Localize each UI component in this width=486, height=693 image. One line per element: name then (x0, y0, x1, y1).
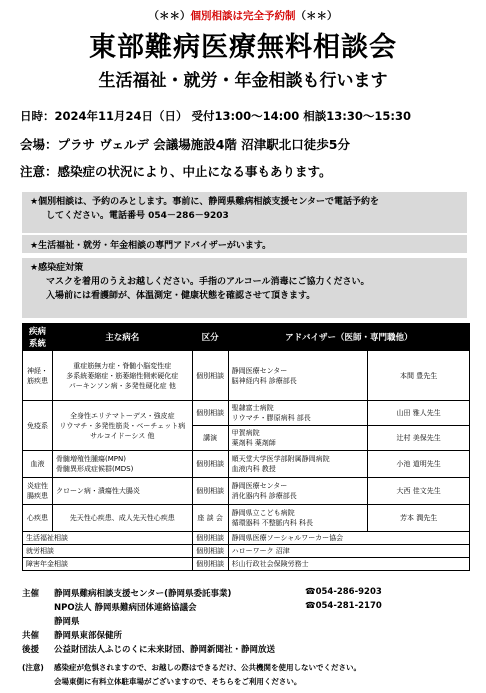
note-infection-heading: ★感染症対策 (30, 263, 84, 273)
cell-kubun: 個別相談 (192, 451, 228, 478)
cell-category: 免疫系 (23, 401, 53, 451)
cell-organization: 静岡医療センター 消化器内科 診療部長 (228, 478, 368, 505)
host1-tel: ☎054-286-9203 (305, 587, 382, 597)
cell-organization: 静岡県立こども病院 循環器科 不整脈内科 科長 (228, 505, 368, 532)
notice-text: 個別相談は完全予約制 (190, 10, 296, 22)
note-infection-line1: マスクを着用のうえお越しください。手指のアルコール消毒にご協力ください。 (46, 276, 370, 287)
cell-doctor: 小池 道明先生 (368, 451, 470, 478)
cell-doctor: 本間 豊先生 (368, 351, 470, 401)
caution-line2 (22, 676, 301, 687)
event-venue: 会場：プラサ ヴェルデ 会議場施設4階 沼津駅北口徒歩5分 (20, 137, 350, 152)
cell-category: 炎症性 腸疾患 (23, 478, 53, 505)
header-disease: 主な病名 (52, 324, 192, 351)
note-advisor: ★生活福祉・就労・年金相談の専門アドバイザーがいます。 (22, 233, 467, 253)
note-reservation-line2: してください。電話番号 054－286－9203 (46, 210, 229, 221)
cell-kubun: 個別相談 (192, 532, 228, 545)
cell-disease: 重症筋無力症・脊髄小脳変性症 多系統萎縮症・筋萎縮性側索硬化症 パーキンソン病・多発性硬化症 他 (52, 351, 192, 401)
cell-organization: 静岡県医療ソーシャルワーカー協会 (228, 532, 469, 545)
cell-disease: クローン病・潰瘍性大腸炎 (52, 478, 192, 505)
notice-left: （＊＊） (148, 10, 191, 22)
cell-kubun: 個別相談 (192, 558, 228, 571)
host-line1 (22, 587, 231, 599)
cell-kubun: 個別相談 (192, 401, 228, 426)
note-reservation-line1: ★個別相談は、予約のみとします。事前に、静岡県難病相談支援センターで電話予約を (30, 197, 379, 207)
note-infection (22, 258, 467, 318)
header-advisor: アドバイザー（医師・専門職他） (228, 324, 469, 351)
cohost: 静岡県東部保健所 (54, 631, 123, 641)
table-row (23, 478, 470, 505)
table-row (23, 558, 470, 571)
cell-organization: 聖隷富士病院 リウマチ・膠原病科 部長 (228, 401, 368, 426)
table-row (23, 351, 470, 401)
event-date: 日時：2024年11月24日（日） 受付13:00～14:00 相談13:30～15:30 (20, 109, 411, 123)
cell-doctor: 大西 佳文先生 (368, 478, 470, 505)
header-kubun: 区分 (192, 324, 228, 351)
cell-doctor: 山田 雅人先生 (368, 401, 470, 426)
cell-service-label: 障害年金相談 (23, 558, 193, 571)
table-header-row (23, 324, 470, 351)
cell-kubun: 個別相談 (192, 478, 228, 505)
caution-label: (注意) (22, 663, 44, 672)
cell-kubun: 講演 (192, 426, 228, 451)
note-reservation (22, 192, 467, 233)
cell-organization: 甲賀病院 薬剤科 薬剤師 (228, 426, 368, 451)
support: 公益財団法人ふじのくに未来財団、静岡新聞社・静岡放送 (54, 645, 276, 655)
cohost-label: 共催 (22, 631, 40, 641)
consultation-table (22, 323, 470, 571)
cell-disease: 全身性エリテマトーデス・強皮症 リウマチ・多発性筋炎・ベーチェット病 サルコイドーシス 他 (52, 401, 192, 451)
host-line3 (22, 615, 80, 627)
table-row (23, 532, 470, 545)
cell-organization: 静岡医療センター 脳神経内科 診療部長 (228, 351, 368, 401)
cell-category: 神経・ 筋疾患 (23, 351, 53, 401)
cell-disease: 骨髄増殖性腫瘍(MPN) 骨髄異形成症候群(MDS) (52, 451, 192, 478)
support-label: 後援 (22, 645, 40, 655)
cell-doctor: 芳本 潤先生 (368, 505, 470, 532)
cell-doctor: 辻村 美保先生 (368, 426, 470, 451)
cell-organization: 杉山行政社会保険労務士 (228, 558, 469, 571)
cell-organization: ハローワーク 沼津 (228, 545, 469, 558)
host2-tel: ☎054-281-2170 (305, 601, 382, 611)
host1: 静岡県難病相談支援センター(静岡県委託事業) (54, 589, 232, 599)
table-row (23, 545, 470, 558)
cell-kubun: 座 談 会 (192, 505, 228, 532)
reservation-notice (0, 8, 486, 23)
cell-kubun: 個別相談 (192, 351, 228, 401)
note-infection-line2: 入場前には看護師が、体温測定・健康状態を確認させて頂きます。 (46, 290, 316, 301)
table-row (23, 505, 470, 532)
cell-disease: 先天性心疾患、成人先天性心疾患 (52, 505, 192, 532)
caution2: 会場東側に有料立体駐車場がございますので、そちらをご利用ください。 (54, 677, 302, 686)
event-caution: 注意：感染症の状況により、中止になる事もあります。 (20, 164, 332, 179)
header-category: 疾病系統 (23, 324, 53, 351)
cell-service-label: 生活福祉相談 (23, 532, 193, 545)
cell-organization: 順天堂大学医学部附属静岡病院 血液内科 教授 (228, 451, 368, 478)
host3: 静岡県 (54, 617, 80, 627)
cell-category: 心疾患 (23, 505, 53, 532)
caution-line1 (22, 662, 361, 673)
table-row (23, 451, 470, 478)
cell-kubun: 個別相談 (192, 545, 228, 558)
caution1: 感染症が危惧されますので、お越しの際はできるだけ、公共機関を使用しないでください。 (54, 663, 362, 672)
page-subtitle: 生活福祉・就労・年金相談も行います (98, 71, 388, 91)
host-label: 主催 (22, 589, 40, 599)
cell-service-label: 就労相談 (23, 545, 193, 558)
cell-category: 血液 (23, 451, 53, 478)
host2: NPO法人 静岡県難病団体連絡協議会 (54, 603, 197, 613)
page-title: 東部難病医療無料相談会 (89, 32, 397, 63)
host-line2 (22, 601, 197, 613)
table-row (23, 401, 470, 426)
support-line (22, 643, 275, 655)
cohost-line (22, 629, 122, 641)
notice-right: （＊＊） (295, 10, 338, 22)
